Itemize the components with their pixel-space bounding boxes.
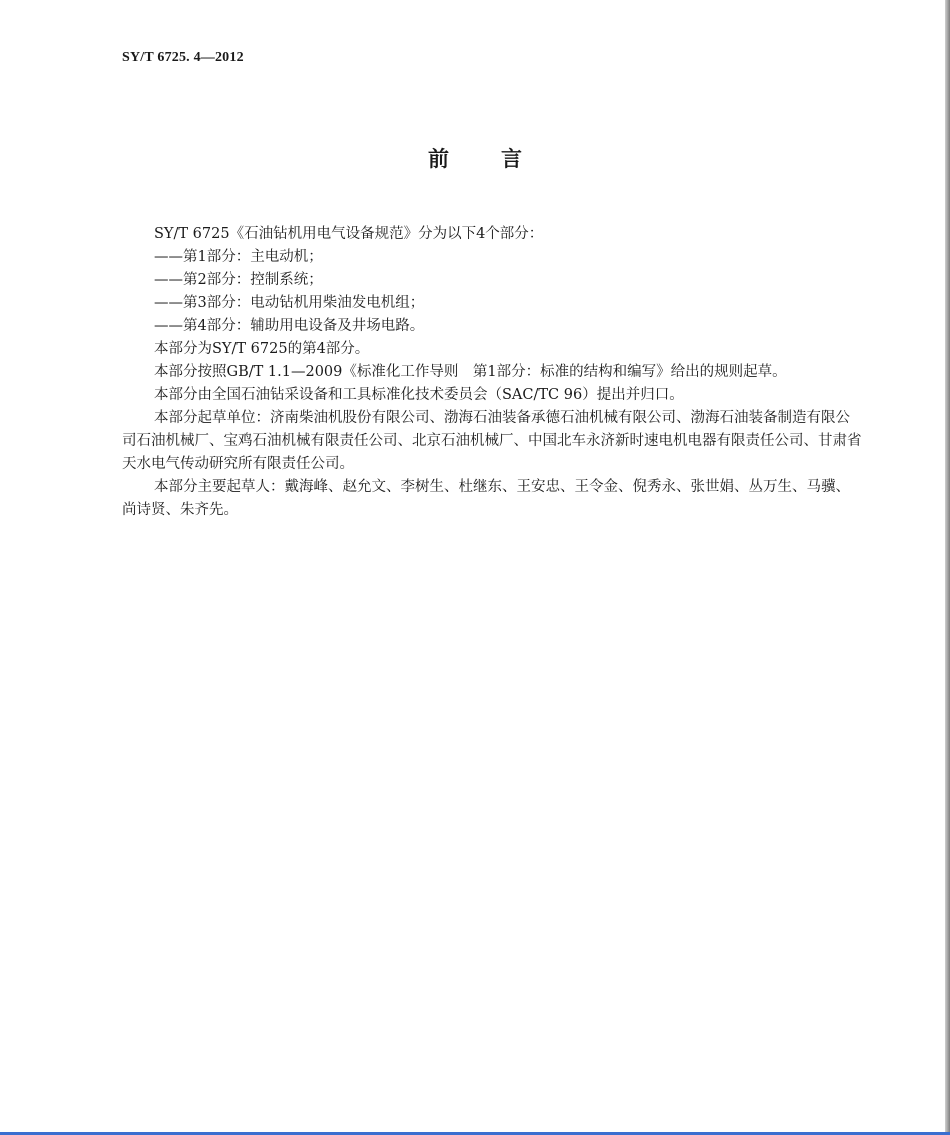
foreword-body bbox=[122, 223, 862, 522]
list-item-part-2: ——第2部分：控制系统； bbox=[154, 272, 323, 288]
page-title: 前言 bbox=[428, 146, 574, 171]
standard-code: SY/T 6725. 4—2012 bbox=[122, 50, 244, 65]
paragraph-drafters: 本部分主要起草人：戴海峰、赵允文、李树生、杜继东、王安忠、王令金、倪秀永、张世娟、丛万生、马骥、尚诗贤、朱齐先。 bbox=[122, 479, 850, 518]
list-item-part-3: ——第3部分：电动钻机用柴油发电机组； bbox=[154, 295, 425, 311]
paragraph-drafting-units: 本部分起草单位：济南柴油机股份有限公司、渤海石油装备承德石油机械有限公司、渤海石油装备制造有限公司石油机械厂、宝鸡石油机械有限责任公司、北京石油机械厂、中国北车永济新时速电机电器有限责任公司、甘肃省天水电气传动研究所有限责任公司。 bbox=[122, 410, 862, 472]
list-item-part-4: ——第4部分：辅助用电设备及井场电路。 bbox=[154, 318, 425, 334]
paragraph-this-part: 本部分为SY/T 6725的第4部分。 bbox=[154, 341, 370, 357]
list-item-part-1: ——第1部分：主电动机； bbox=[154, 249, 323, 265]
paragraph-proposed-by: 本部分由全国石油钻采设备和工具标准化技术委员会（SAC/TC 96）提出并归口。 bbox=[154, 387, 684, 403]
paragraph-intro: SY/T 6725《石油钻机用电气设备规范》分为以下4个部分： bbox=[154, 226, 544, 242]
paragraph-drafting-rules: 本部分按照GB/T 1.1—2009《标准化工作导则 第1部分：标准的结构和编写》给出的规则起草。 bbox=[154, 364, 787, 380]
